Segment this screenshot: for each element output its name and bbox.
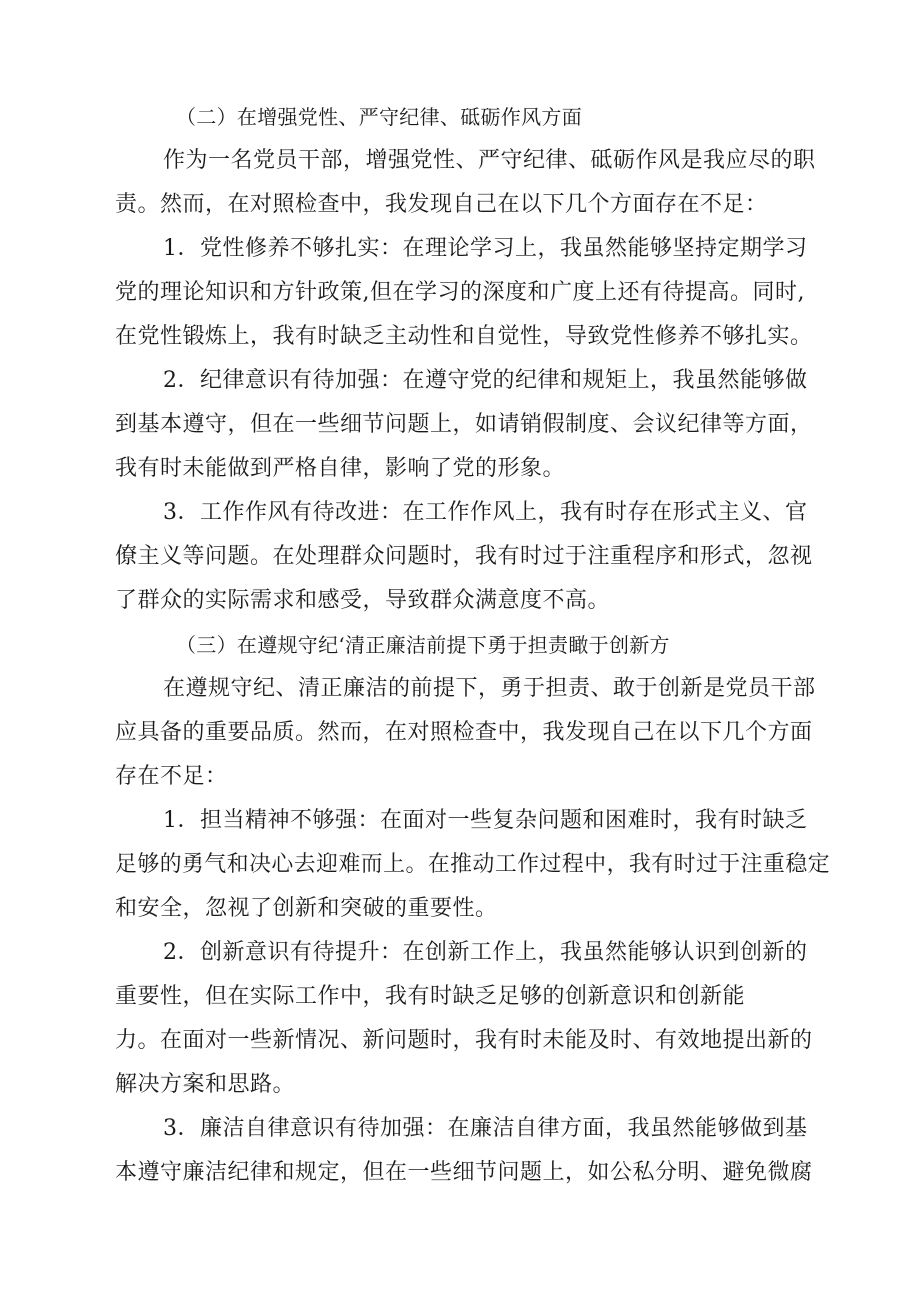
paragraph-line: 应具备的重要品质。然而，在对照检查中，我发现自己在以下几个方面 [115, 720, 813, 745]
paragraph-line: 我有时未能做到严格自律，影响了党的形象。 [115, 456, 566, 481]
paragraph-line: 2．纪律意识有待加强：在遵守党的纪律和规矩上，我虽然能够做 [163, 368, 808, 393]
paragraph-line: 在遵规守纪、清正廉洁的前提下，勇于担责、敢于创新是党员干部 [163, 676, 816, 701]
paragraph-line: 足够的勇气和决心去迎难而上。在推动工作过程中，我有时过于注重稳定 [115, 852, 831, 877]
paragraph-line: 责。然而，在对照检查中，我发现自己在以下几个方面存在不足： [115, 192, 768, 217]
paragraph-line: 党的理论知识和方针政策,但在学习的深度和广度上还有待提高。同时, [115, 280, 805, 305]
paragraph-line: 到基本遵守，但在一些细节问题上，如请销假制度、会议纪律等方面， [115, 412, 813, 437]
paragraph-line: 重要性，但在实际工作中，我有时缺乏足够的创新意识和创新能 [115, 984, 746, 1009]
paragraph-line: 存在不足： [115, 764, 228, 789]
paragraph-line: 了群众的实际需求和感受，导致群众满意度不高。 [115, 588, 611, 613]
paragraph-line: 在党性锻炼上，我有时缺乏主动性和自觉性，导致党性修养不够扎实。 [115, 324, 813, 349]
paragraph-line: 1．党性修养不够扎实：在理论学习上，我虽然能够坚持定期学习 [163, 236, 808, 261]
paragraph-line: 本遵守廉洁纪律和规定，但在一些细节问题上，如公私分明、避免微腐 [115, 1160, 813, 1185]
paragraph-line: 3．工作作风有待改进：在工作作风上，我有时存在形式主义、官 [163, 500, 808, 525]
paragraph-line: 僚主义等问题。在处理群众问题时，我有时过于注重程序和形式，忽视 [115, 544, 813, 569]
section-heading-2: （二）在增强党性、严守纪律、砥砺作风方面 [176, 105, 582, 129]
section-heading-3: （三）在遵规守纪‘清正廉洁前提下勇于担责瞰于创新方 [176, 633, 670, 657]
paragraph-line: 和安全，忽视了创新和突破的重要性。 [115, 896, 498, 921]
paragraph-line: 2．创新意识有待提升：在创新工作上，我虽然能够认识到创新的 [163, 940, 808, 965]
paragraph-line: 作为一名党员干部，增强党性、严守纪律、砥砺作风是我应尽的职 [163, 148, 816, 173]
paragraph-line: 3．廉洁自律意识有待加强：在廉洁自律方面，我虽然能够做到基 [163, 1116, 808, 1141]
paragraph-line: 解决方案和思路。 [115, 1072, 296, 1097]
paragraph-line: 力。在面对一些新情况、新问题时，我有时未能及时、有效地提出新的 [115, 1028, 813, 1053]
paragraph-line: 1．担当精神不够强：在面对一些复杂问题和困难时，我有时缺乏 [163, 808, 808, 833]
